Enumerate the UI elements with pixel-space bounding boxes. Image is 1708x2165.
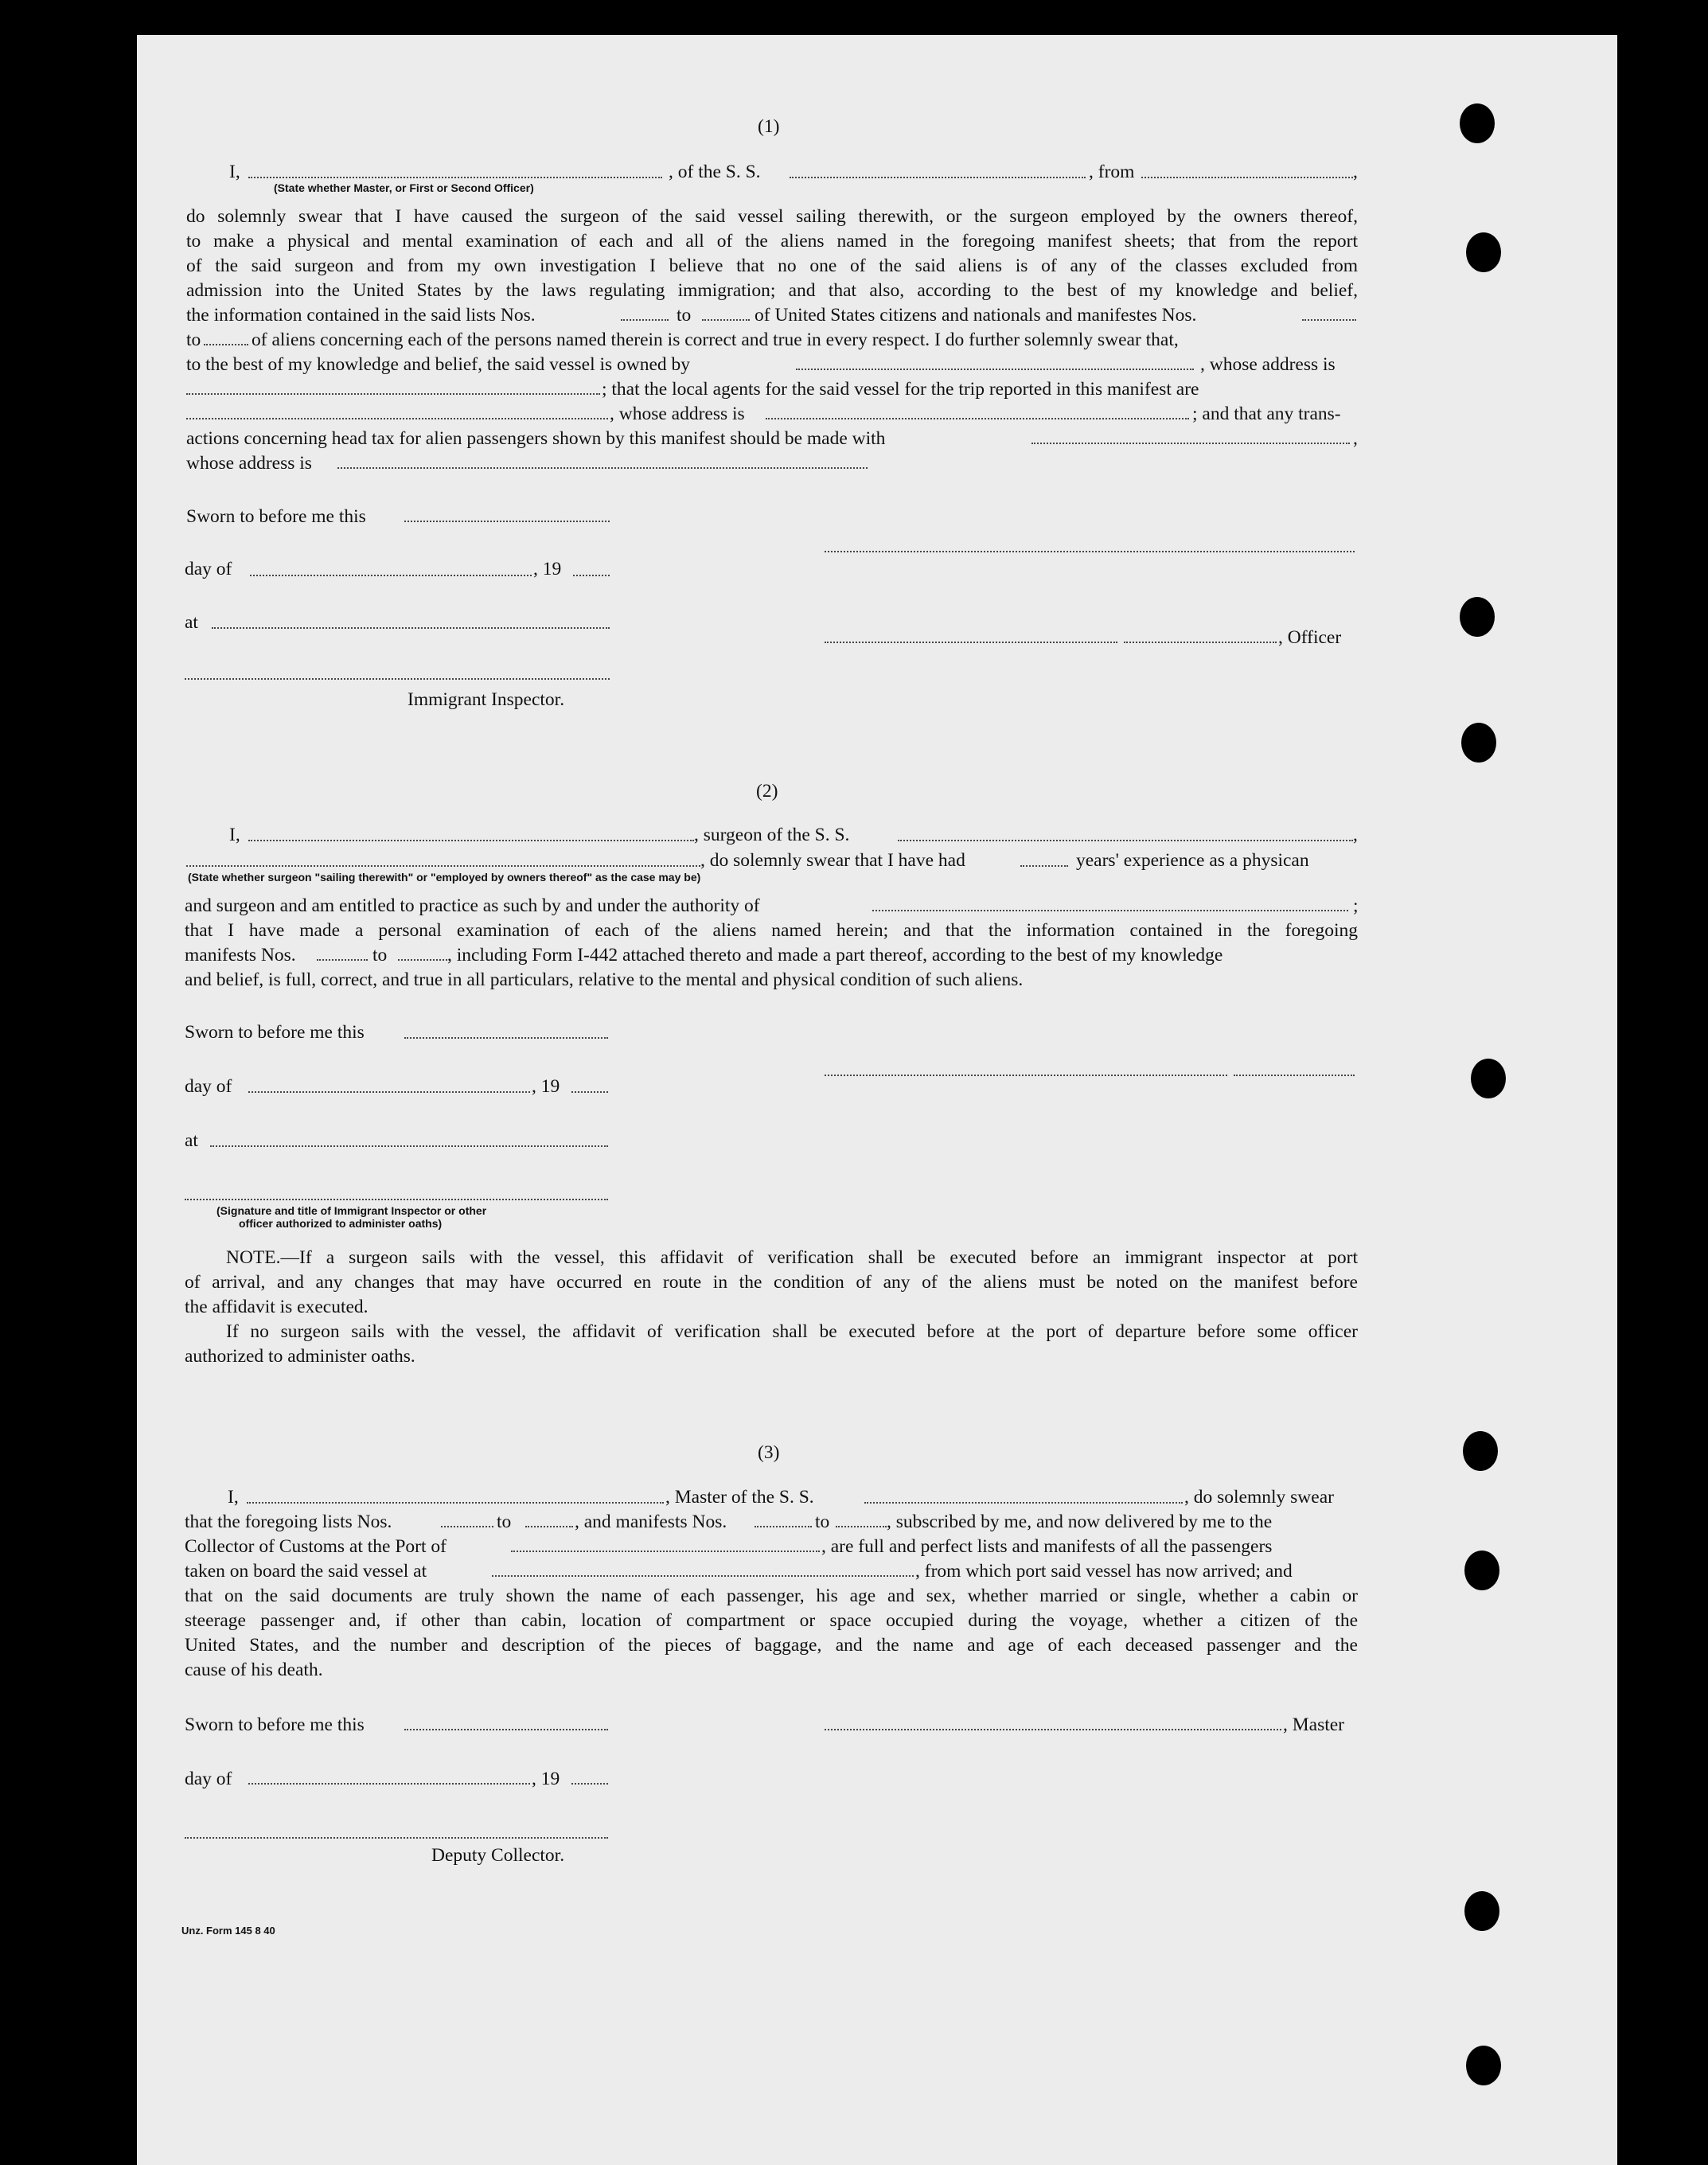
- sec1-address-text: , whose address is: [1200, 354, 1336, 375]
- sec2-year-blank[interactable]: [571, 1091, 608, 1093]
- sec2-signature-blank[interactable]: [825, 1075, 1227, 1076]
- sec3-deputy-label: Deputy Collector.: [431, 1845, 565, 1866]
- sec2-inspector-signature-blank[interactable]: [185, 1199, 608, 1200]
- sec3-manifests-to-blank[interactable]: [836, 1526, 887, 1527]
- note-paragraph: [185, 1246, 1358, 1369]
- punch-hole: [1463, 1431, 1498, 1471]
- sec3-manifests-label: , and manifests Nos.: [575, 1512, 727, 1532]
- sec2-year-label: , 19: [532, 1076, 560, 1097]
- sec1-text-line: admission into the United States by the laws regulating immigration; and that also, according to the best of my knowledge and belief,: [186, 280, 1358, 301]
- sec2-text-line: that I have made a personal examination of each of the aliens named herein; and that the information contained in the foregoing: [185, 920, 1358, 941]
- sec3-arrived-text: , from which port said vessel has now arrived; and: [915, 1561, 1293, 1582]
- sec3-text-line: cause of his death.: [185, 1660, 323, 1680]
- note-text-line: the affidavit is executed.: [185, 1297, 369, 1317]
- sec2-authority-blank[interactable]: [872, 910, 1348, 911]
- sec1-inspector-signature-blank[interactable]: [185, 678, 610, 680]
- note-text-line: NOTE.—If a surgeon sails with the vessel, this affidavit of verification shall be executed before an immigrant inspector at port: [226, 1247, 1358, 1268]
- sec3-year-blank[interactable]: [571, 1783, 608, 1785]
- note-text-line: authorized to administer oaths.: [185, 1346, 415, 1367]
- sec3-manifests-from-blank[interactable]: [755, 1526, 812, 1527]
- sec2-line-end: ,: [1353, 825, 1358, 845]
- name-blank[interactable]: [248, 177, 662, 178]
- sec2-signature-note-1: (Signature and title of Immigrant Inspector or other: [216, 1204, 487, 1217]
- sec2-paragraph-line: [185, 919, 1358, 943]
- sec1-sworn-blank[interactable]: [404, 521, 610, 522]
- sec3-board-label: taken on board the said vessel at: [185, 1561, 427, 1582]
- sec1-paragraph: [186, 205, 1358, 303]
- sec1-text-line: to make a physical and mental examination of each and all of the aliens named in the foregoing manifest sheets; that from the report: [186, 231, 1358, 252]
- sec2-including-text: , including Form I-442 attached thereto and made a part thereof, according to the best of my knowledge: [447, 945, 1223, 965]
- sec2-day-blank[interactable]: [248, 1091, 530, 1093]
- note-text-line: If no surgeon sails with the vessel, the affidavit of verification shall be executed before at the port of departure before some officer: [226, 1321, 1358, 1342]
- sec1-inspector-label: Immigrant Inspector.: [408, 689, 565, 710]
- lists-from-blank[interactable]: [621, 319, 669, 321]
- sec2-day-of-label: day of: [185, 1076, 232, 1097]
- punch-hole: [1464, 1551, 1499, 1590]
- sec3-text-line: United States, and the number and description of the pieces of baggage, and the name and age of each deceased passenger and the: [185, 1635, 1358, 1656]
- sec1-text-line: of the said surgeon and from my own investigation I believe that no one of the said aliens is of any of the classes excluded from: [186, 256, 1358, 276]
- sec3-text-line: steerage passenger and, if other than cabin, location of compartment or space occupied during the voyage, whether a citizen of the: [185, 1610, 1358, 1631]
- sec2-surgeon-note: (State whether surgeon "sailing therewith" or "employed by owners thereof" as the case may be): [188, 871, 701, 884]
- sec1-day-blank[interactable]: [250, 575, 532, 576]
- sec2-at-label: at: [185, 1130, 198, 1151]
- sec3-master-signature-blank[interactable]: [825, 1729, 1281, 1730]
- sec2-name-blank[interactable]: [248, 840, 694, 841]
- sec2-manifests-from-blank[interactable]: [317, 959, 368, 961]
- lists-to-blank[interactable]: [702, 319, 750, 321]
- sec1-from-label: , from: [1089, 162, 1135, 182]
- sec3-master-label: , Master of the S. S.: [665, 1487, 814, 1508]
- sec1-at-label: at: [185, 612, 198, 633]
- sec3-sworn-label: Sworn to before me this: [185, 1714, 365, 1735]
- sec1-officer-note: (State whether Master, or First or Second Officer): [274, 181, 534, 194]
- vessel-blank[interactable]: [790, 177, 1086, 178]
- sec3-day-blank[interactable]: [248, 1783, 530, 1785]
- owner-blank[interactable]: [796, 369, 1194, 370]
- sec3-master-title: , Master: [1283, 1714, 1345, 1735]
- sec1-year-label: , 19: [533, 559, 562, 579]
- agent-address-blank[interactable]: [766, 418, 1189, 419]
- sec1-of-ss-label: , of the S. S.: [669, 162, 761, 182]
- sec2-manifests-to-blank[interactable]: [398, 959, 447, 961]
- punch-hole: [1471, 1059, 1506, 1098]
- sec1-officer-name-blank[interactable]: [825, 642, 1117, 643]
- sec3-text-line: that on the said documents are truly shown the name of each passenger, his age and sex, whether married or single, whether a cabin or: [185, 1586, 1358, 1606]
- sec3-to-label: to: [497, 1512, 512, 1532]
- sec1-text-line: do solemnly swear that I have caused the surgeon of the said vessel sailing therewith, or the surgeon employed by the owners thereof,: [186, 206, 1358, 227]
- sec3-lists-text: , are full and perfect lists and manifests of all the passengers: [821, 1536, 1273, 1557]
- headtax-address-blank[interactable]: [337, 467, 868, 469]
- sec1-agents-text: ; that the local agents for the said vessel for the trip reported in this manifest are: [602, 379, 1199, 400]
- sec2-i-label: I,: [229, 825, 240, 845]
- owner-address-blank[interactable]: [186, 393, 600, 395]
- sec3-master-name-blank[interactable]: [247, 1502, 664, 1504]
- section-2-heading: (2): [756, 781, 778, 802]
- sec3-to-label-2: to: [815, 1512, 830, 1532]
- sec1-aliens-text: of aliens concerning each of the persons named therein is correct and true in every respect. I do further solemnly swear that,: [252, 330, 1179, 350]
- manifests-to-blank[interactable]: [204, 344, 248, 345]
- sec3-board-port-blank[interactable]: [492, 1575, 914, 1577]
- sec2-surgeon-label: , surgeon of the S. S.: [694, 825, 850, 845]
- sec1-officer-signature-blank[interactable]: [825, 551, 1355, 552]
- sec2-semicolon: ;: [1353, 895, 1359, 916]
- headtax-blank[interactable]: [1031, 443, 1350, 444]
- section-3-heading: (3): [758, 1442, 780, 1463]
- from-blank[interactable]: [1141, 177, 1353, 178]
- sec3-deputy-signature-blank[interactable]: [185, 1837, 608, 1839]
- agents-blank[interactable]: [186, 418, 608, 419]
- sec3-port-label: Collector of Customs at the Port of: [185, 1536, 446, 1557]
- sec2-vessel-blank[interactable]: [898, 840, 1353, 841]
- sec2-at-blank[interactable]: [210, 1145, 608, 1147]
- sec1-i-label: I,: [229, 162, 240, 182]
- sec1-trans-text: ; and that any trans-: [1192, 404, 1341, 424]
- sec3-day-of-label: day of: [185, 1769, 232, 1789]
- sec1-sworn-label: Sworn to before me this: [186, 506, 366, 527]
- punch-hole: [1464, 1891, 1499, 1931]
- sec3-vessel-blank[interactable]: [864, 1502, 1183, 1504]
- sec3-lists-from-blank[interactable]: [441, 1526, 493, 1527]
- sec1-line-end: ,: [1353, 162, 1358, 182]
- sec2-years-blank[interactable]: [1020, 865, 1068, 867]
- sec2-sworn-label: Sworn to before me this: [185, 1022, 365, 1043]
- sec3-swear-label: , do solemnly swear: [1184, 1487, 1334, 1508]
- sec1-comma: ,: [1353, 428, 1358, 449]
- sec1-officer-label: , Officer: [1278, 627, 1342, 648]
- sec1-officer-title-blank[interactable]: [1124, 642, 1277, 643]
- form-number: Unz. Form 145 8 40: [181, 1925, 275, 1937]
- manifests-from-blank[interactable]: [1302, 319, 1356, 321]
- sec2-signature-note-2: officer authorized to administer oaths): [239, 1217, 443, 1230]
- punch-hole: [1466, 232, 1501, 272]
- sec1-at-blank[interactable]: [212, 627, 610, 629]
- sec2-belief-text: and belief, is full, correct, and true in all particulars, relative to the mental and physical condition of such aliens.: [185, 969, 1024, 990]
- note-text-line: of arrival, and any changes that may have occurred en route in the condition of any of the aliens must be noted on the manifest before: [185, 1272, 1358, 1293]
- punch-hole: [1466, 2046, 1501, 2085]
- sec3-i-label: I,: [228, 1487, 239, 1508]
- sec3-subscribed-text: , subscribed by me, and now delivered by me to the: [887, 1512, 1273, 1532]
- punch-hole: [1460, 597, 1495, 637]
- section-1-heading: (1): [758, 116, 780, 137]
- sec3-paragraph: [185, 1584, 1358, 1683]
- sec1-day-of-label: day of: [185, 559, 232, 579]
- sec2-manifests-label: manifests Nos.: [185, 945, 296, 965]
- sec1-agent-address-text: , whose address is: [610, 404, 745, 424]
- sec1-year-blank[interactable]: [573, 575, 610, 576]
- sec2-authority-text: and surgeon and am entitled to practice as such by and under the authority of: [185, 895, 760, 916]
- sec2-swear-label: , do solemnly swear that I have had: [700, 850, 965, 871]
- sec1-lists-text: the information contained in the said lists Nos.: [186, 305, 536, 326]
- sec2-sworn-blank[interactable]: [404, 1037, 608, 1039]
- sec2-to-label: to: [372, 945, 388, 965]
- sec3-port-blank[interactable]: [511, 1551, 820, 1552]
- sec3-sworn-blank[interactable]: [404, 1729, 608, 1730]
- sec1-owned-text: to the best of my knowledge and belief, the said vessel is owned by: [186, 354, 691, 375]
- sec2-title-blank[interactable]: [1234, 1075, 1355, 1076]
- sec1-headtax-text: actions concerning head tax for alien passengers shown by this manifest should be made with: [186, 428, 886, 449]
- sec1-to-text-2: to: [186, 330, 201, 350]
- sec2-experience-label: years' experience as a physican: [1076, 850, 1309, 871]
- sec2-status-blank[interactable]: [186, 865, 700, 867]
- sec3-lists-to-blank[interactable]: [525, 1526, 573, 1527]
- sec3-year-label: , 19: [532, 1769, 560, 1789]
- sec1-to-text: to: [677, 305, 692, 326]
- sec1-manifests-text: of United States citizens and nationals and manifestes Nos.: [755, 305, 1197, 326]
- sec3-lists-label: that the foregoing lists Nos.: [185, 1512, 392, 1532]
- punch-hole: [1460, 103, 1495, 143]
- sec1-whose-address-text: whose address is: [186, 453, 312, 474]
- punch-hole: [1461, 723, 1496, 763]
